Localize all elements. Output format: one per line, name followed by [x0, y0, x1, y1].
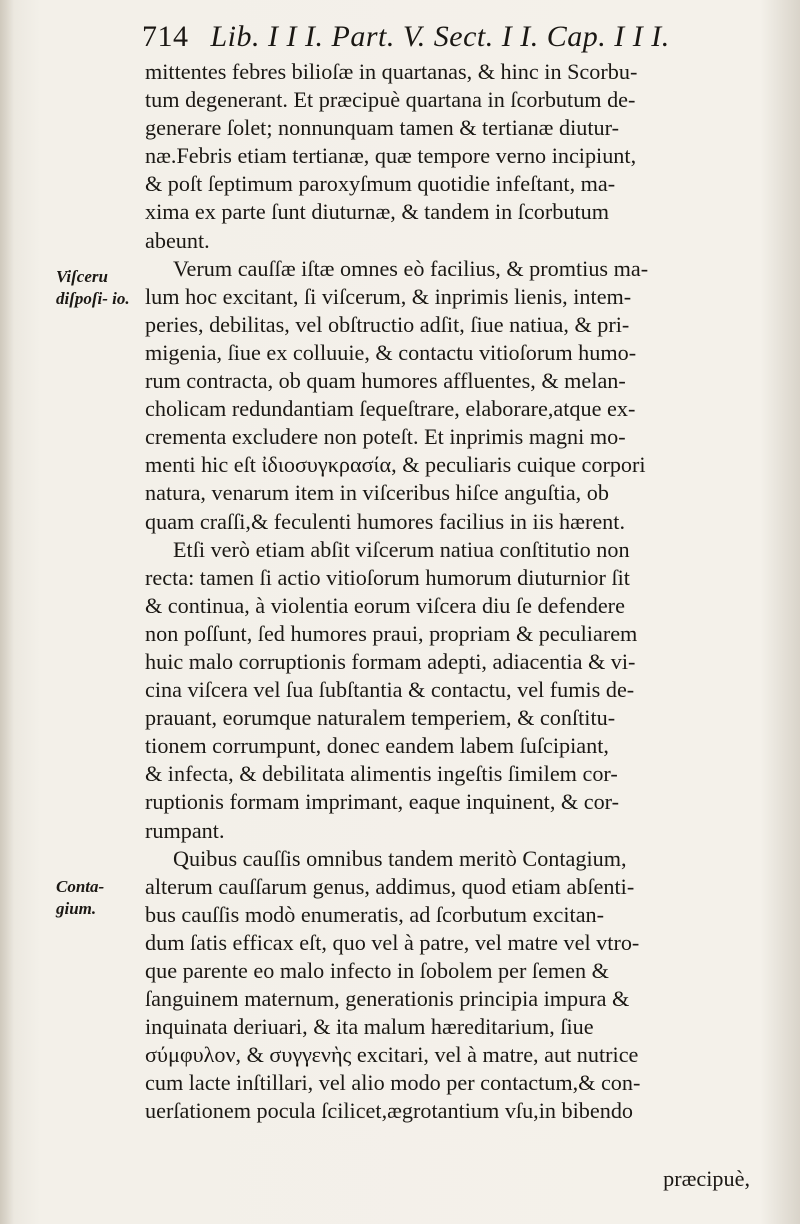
text-line: abeunt.: [145, 227, 210, 253]
text-line: generare ſolet; nonnunquam tamen & tertianæ diutur-: [145, 115, 619, 141]
text-line: ruptionis formam imprimant, eaque inquinent, & cor-: [145, 789, 620, 815]
text-line: ſanguinem maternum, generationis principia impura &: [145, 986, 630, 1012]
text-line: σύμφυλον, & συγγενὴς excitari, vel à matre, aut nutrice: [145, 1042, 639, 1068]
text-line: non poſſunt, ſed humores praui, propriam & peculiarem: [145, 620, 638, 646]
paragraph-3: [145, 536, 745, 845]
text-line: migenia, ſiue ex colluuie, & contactu vitioſorum humo-: [145, 339, 637, 365]
text-line: uerſationem pocula ſcilicet,ægrotantium vſu,in bibendo: [145, 1098, 634, 1124]
text-line: peries, debilitas, vel obſtructio adſit, ſiue natiua, & pri-: [145, 311, 630, 337]
text-line: crementa excludere non poteſt. Et inprimis magni mo-: [145, 424, 626, 450]
text-line: alterum cauſſarum genus, addimus, quod etiam abſenti-: [145, 873, 635, 899]
text-line: cholicam redundantiam ſequeſtrare, elaborare,atque ex-: [145, 396, 636, 422]
text-line: menti hic eſt ἰδιοσυγκρασία, & peculiaris cuique corpori: [145, 452, 646, 478]
text-line: cina viſcera vel ſua ſubſtantia & contactu, vel fumis de-: [145, 677, 635, 703]
catchword: præcipuè,: [663, 1166, 750, 1191]
text-line: & infecta, & debilitata alimentis ingeſtis ſimilem cor-: [145, 761, 618, 787]
text-line: næ.Febris etiam tertianæ, quæ tempore verno incipiunt,: [145, 143, 637, 169]
text-line: dum ſatis efficax eſt, quo vel à patre, vel matre vel vtro-: [145, 929, 640, 955]
text-line: tum degenerant. Et præcipuè quartana in ſcorbutum de-: [145, 87, 636, 113]
text-line: cum lacte inſtillari, vel alio modo per contactum,& con-: [145, 1070, 641, 1096]
text-line: tionem corrumpunt, donec eandem labem ſuſcipiant,: [145, 733, 609, 759]
text-line: rumpant.: [145, 817, 225, 843]
text-line: natura, venarum item in viſceribus hiſce anguſtia, ob: [145, 480, 609, 506]
text-line: recta: tamen ſi actio vitioſorum humorum diuturnior ſit: [145, 564, 630, 590]
text-line: que parente eo malo infecto in ſobolem per ſemen &: [145, 958, 609, 983]
text-line: Etſi verò etiam abſit viſcerum natiua conſtitutio non: [173, 536, 630, 562]
text-line: Verum cauſſæ iſtæ omnes eò facilius, & promtius ma-: [173, 255, 649, 281]
text-line: & continua, à violentia eorum viſcera diu ſe defendere: [145, 592, 625, 618]
spine-shadow: [0, 0, 14, 1224]
page-number: 714: [142, 20, 189, 53]
text-line: huic malo corruptionis formam adepti, adiacentia & vi-: [145, 648, 636, 674]
text-line: rum contracta, ob quam humores affluentes, & melan-: [145, 368, 626, 394]
text-line: mittentes febres bilioſæ in quartanas, & hinc in Scorbu-: [145, 59, 638, 84]
text-line: bus cauſſis modò enumeratis, ad ſcorbutum excitan-: [145, 901, 605, 927]
margin-note-viscerum: Viſceru diſpoſi- io.: [56, 267, 130, 308]
text-line: inquinata deriuari, & ita malum hæreditarium, ſiue: [145, 1014, 594, 1040]
running-head: [142, 20, 702, 54]
text-line: quam craſſi,& feculenti humores facilius in iis hærent.: [145, 508, 625, 534]
paragraph-4: [145, 845, 745, 1126]
margin-note-contagium: Conta- gium.: [56, 877, 105, 918]
paragraph-2: [145, 255, 745, 536]
text-line: prauant, eorumque naturalem temperiem, & conſtitu-: [145, 705, 616, 731]
text-line: Quibus cauſſis omnibus tandem meritò Contagium,: [173, 845, 627, 871]
text-line: xima ex parte ſunt diuturnæ, & tandem in ſcorbutum: [145, 199, 609, 225]
body-text: [145, 58, 745, 1126]
paragraph-1: [145, 58, 745, 255]
running-title: Lib. I I I. Part. V. Sect. I I. Cap. I I I.: [210, 20, 670, 53]
text-line: & poſt ſeptimum paroxyſmum quotidie infeſtant, ma-: [145, 171, 616, 197]
text-line: lum hoc excitant, ſi viſcerum, & inprimis lienis, intem-: [145, 283, 632, 309]
